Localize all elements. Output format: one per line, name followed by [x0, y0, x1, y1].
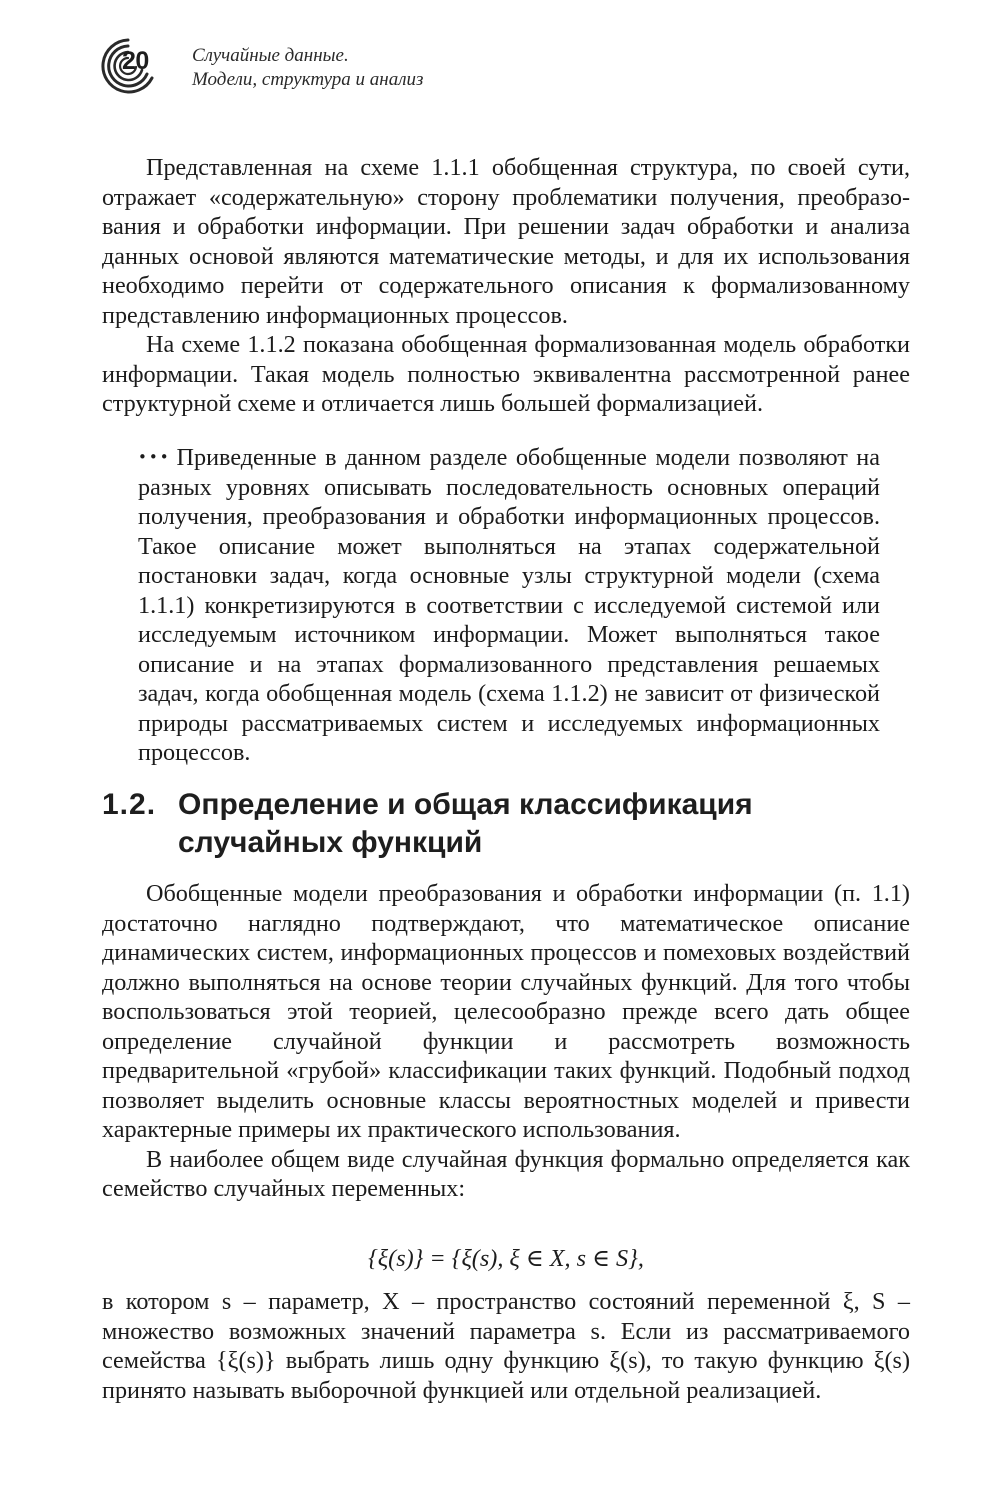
section-heading	[102, 786, 818, 862]
body-paragraph-2: В наиболее общем виде случайная функция формально определяется как семейство случайных переменных:	[102, 1145, 910, 1202]
intro-paragraph-1: Представленная на схеме 1.1.1 обобщенная структура, по своей сути, отражает «содержательную» сторону проблематики получения, преобразования и обработки информации. При решении задач обработки и анализа данных основой являются математические методы, и для их использования необходимо перейти от содержательного описания к формализованному представлению информационных процессов.	[102, 154, 910, 329]
note-text: Приведенные в данном разделе обобщенные модели позволяют на разных уровнях описывать последовательность основных операций получения, преобразования и обработки информационных процессов. Такое описание может выполняться на этапах содержательной постановки задач, когда основные узлы структурной модели (схема 1.1.1) конкретизируются в соответствии с исследуемой системой или исследуемым источником информации. Может выполняться такое описание и на этапах формализованного представления решаемых задач, когда обобщенная модель (схема 1.1.2) не зависит от физической природы рассматриваемых систем и исследуемых информационных процессов.	[138, 444, 880, 766]
page-number: 20	[122, 47, 149, 75]
section-title: Определение и общая классификация случайных функций	[178, 788, 753, 859]
body-text	[102, 879, 910, 1204]
formula	[102, 1244, 910, 1274]
section-number: 1.2.	[102, 788, 157, 821]
formula-expression: {ξ(s)} = {ξ(s), ξ ∈ X, s ∈ S},	[368, 1245, 644, 1272]
running-head	[98, 34, 698, 98]
note-block	[138, 443, 880, 768]
book-title-line-1: Случайные данные.	[192, 45, 349, 66]
intro-paragraph-2: На схеме 1.1.2 показана обобщенная формализованная модель обработки информации. Такая модель полностью эквивалентна рассмотренной ранее структурной схеме и отличается лишь большей формализацией.	[102, 331, 910, 417]
body-paragraph-3: в котором s – параметр, X – пространство состояний переменной ξ, S – множество возможных значений параметра s. Если из рассматриваемого семейства {ξ(s)} выбрать лишь одну функцию ξ(s), то такую функцию ξ(s) принято называть выборочной функцией или отдельной реализацией.	[102, 1288, 910, 1404]
body-text-continued	[102, 1287, 910, 1405]
bullet-dots-icon: •••	[138, 448, 171, 466]
body-paragraph-1: Обобщенные модели преобразования и обработки информации (п. 1.1) достаточно наглядно подтверждают, что математическое описание динамических систем, информационных процессов и помеховых воздействий должно выполняться на основе теории случайных функций. Для того чтобы воспользоваться этой теорией, целесообразно прежде всего дать общее определение случайной функции и рассмотреть возможность предварительной «грубой» классификации таких функций. Подобный подход позволяет выделить основные классы вероятностных моделей и привести характерные примеры их практического использования.	[102, 880, 910, 1143]
book-title-line-2: Модели, структура и анализ	[192, 69, 424, 90]
page-badge	[98, 34, 158, 98]
intro-text	[102, 153, 910, 419]
book-title	[192, 44, 423, 92]
